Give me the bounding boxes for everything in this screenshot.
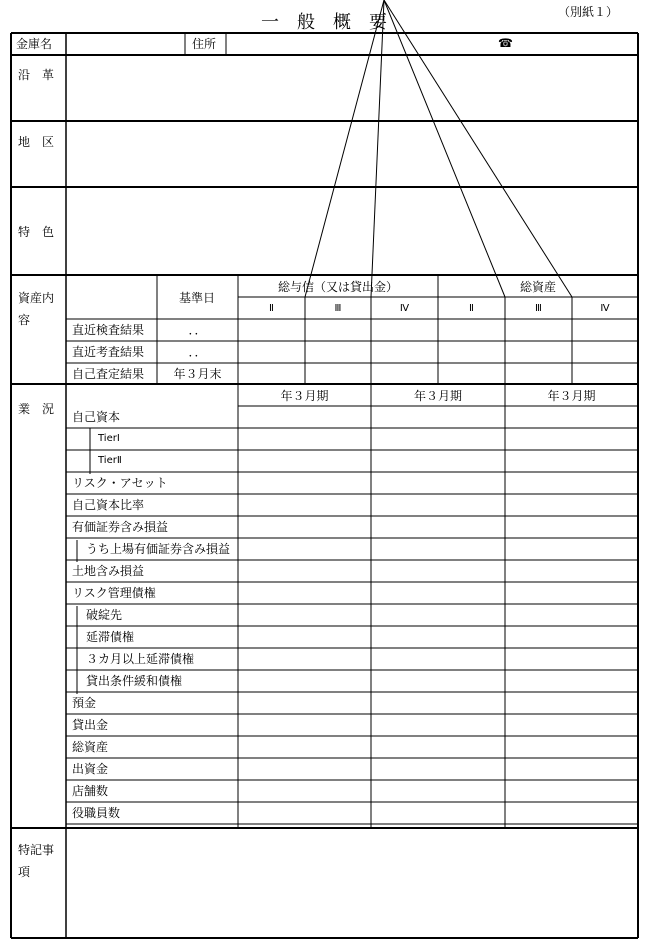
special-notes-label-1: 特記事 [18, 843, 55, 857]
history-label: 沿 革 [18, 68, 55, 82]
asset-quality-label-1: 資産内 [18, 291, 55, 305]
business-row-label: 延滞債権 [86, 630, 135, 644]
asset-row-label: 自己査定結果 [72, 367, 145, 381]
features-label: 特 色 [18, 225, 55, 239]
business-row-label: 出資金 [72, 762, 109, 776]
base-date-header: 基準日 [178, 291, 215, 305]
business-row-label: 自己資本 [72, 410, 121, 424]
grade-header-5: Ⅳ [600, 303, 610, 314]
business-row-label: 自己資本比率 [72, 498, 145, 512]
period-header-0: 年３月期 [280, 389, 329, 403]
business-row-label: TierⅡ [98, 455, 122, 466]
business-row-label: 貸出条件緩和債権 [86, 674, 183, 688]
asset-row-label: 直近考査結果 [72, 345, 145, 359]
business-row-label: 総資産 [72, 740, 109, 754]
telephone-icon: ☎ [498, 36, 513, 50]
business-row-label: 有価証券含み損益 [72, 520, 169, 534]
business-row-label: ３カ月以上延滞債権 [86, 652, 195, 666]
grade-header-2: Ⅳ [399, 303, 410, 314]
appendix-label: （別紙１） [557, 5, 618, 19]
business-row-label: 預金 [72, 696, 97, 710]
asset-row-date: 年３月末 [173, 367, 222, 381]
period-header-1: 年３月期 [413, 389, 462, 403]
grade-header-4: Ⅲ [535, 303, 542, 314]
total-credit-header: 総与信（又は貸出金） [277, 280, 398, 294]
business-row-label: うち上場有価証券含み損益 [86, 542, 231, 556]
grade-header-0: Ⅱ [269, 303, 274, 314]
asset-quality-label-2: 容 [18, 313, 31, 327]
period-header-2: 年３月期 [547, 389, 596, 403]
grade-header-3: Ⅱ [469, 303, 474, 314]
business-label: 業 況 [18, 402, 55, 416]
business-row-label: リスク管理債権 [72, 586, 156, 600]
business-row-label: リスク・アセット [72, 476, 168, 490]
total-assets-header: 総資産 [519, 280, 556, 294]
district-label: 地 区 [18, 135, 55, 149]
business-row-label: 土地含み損益 [72, 564, 145, 578]
business-row-label: TierⅠ [98, 433, 120, 444]
asset-row-label: 直近検査結果 [72, 323, 145, 337]
business-row-label: 貸出金 [72, 718, 109, 732]
address-label: 住所 [192, 37, 217, 51]
special-notes-label-2: 項 [18, 865, 31, 879]
business-row-label: 店舗数 [72, 784, 109, 798]
asset-row-date: ．． [188, 323, 207, 337]
grade-header-1: Ⅲ [334, 303, 342, 314]
page-title: 一 般 概 要 [261, 12, 387, 33]
business-row-label: 役職員数 [72, 806, 121, 820]
business-row-label: 破綻先 [86, 608, 123, 622]
bank-name-label: 金庫名 [16, 37, 53, 51]
asset-row-date: ．． [188, 345, 207, 359]
